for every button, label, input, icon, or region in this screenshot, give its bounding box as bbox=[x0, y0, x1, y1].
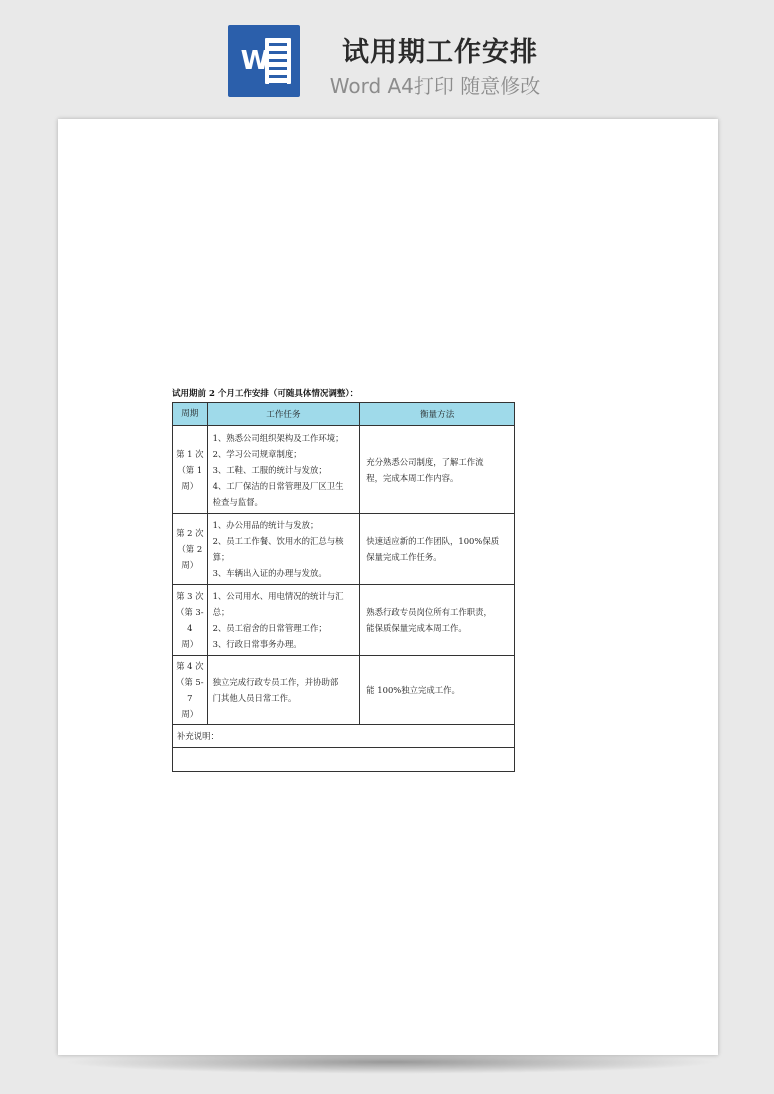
measure-cell: 充分熟悉公司制度，了解工作流 程，完成本周工作内容。 bbox=[360, 426, 515, 514]
blank-row bbox=[173, 748, 515, 772]
table-header-row bbox=[173, 403, 515, 426]
week-cell: 第 3 次 （第 3-4 周） bbox=[173, 585, 208, 656]
note-row bbox=[173, 725, 515, 748]
week-cell: 第 1 次 （第 1 周） bbox=[173, 426, 208, 514]
word-icon bbox=[228, 25, 300, 97]
work-plan-table bbox=[172, 402, 515, 772]
header-measure: 衡量方法 bbox=[360, 403, 515, 426]
task-cell: 1、熟悉公司组织架构及工作环境； 2、学习公司规章制度； 3、工鞋、工服的统计与发放； 4、工厂保洁的日常管理及厂区卫生 检查与监督。 bbox=[207, 426, 360, 514]
table-row bbox=[173, 426, 515, 514]
word-logo-letter: W bbox=[240, 46, 270, 76]
table-caption: 试用期前 2 个月工作安排（可随具体情况调整）： bbox=[172, 389, 359, 399]
note-label: 补充说明： bbox=[173, 725, 515, 748]
header-tasks: 工作任务 bbox=[207, 403, 360, 426]
table-row bbox=[173, 585, 515, 656]
task-cell: 1、办公用品的统计与发放； 2、员工工作餐、饮用水的汇总与核 算； 3、车辆出入证的办理与发放。 bbox=[207, 514, 360, 585]
week-cell: 第 2 次 （第 2 周） bbox=[173, 514, 208, 585]
measure-cell: 快速适应新的工作团队，100%保质 保量完成工作任务。 bbox=[360, 514, 515, 585]
table-row bbox=[173, 514, 515, 585]
document-page bbox=[58, 119, 718, 1055]
week-cell: 第 4 次 （第 5-7 周） bbox=[173, 656, 208, 725]
task-cell: 1、公司用水、用电情况的统计与汇 总； 2、员工宿舍的日常管理工作； 3、行政日常事务办理。 bbox=[207, 585, 360, 656]
table-row bbox=[173, 656, 515, 725]
note-content-cell bbox=[173, 748, 515, 772]
document-subtitle: Word A4打印 随意修改 bbox=[329, 74, 541, 98]
measure-cell: 熟悉行政专员岗位所有工作职责， 能保质保量完成本周工作。 bbox=[360, 585, 515, 656]
header-period: 周期 bbox=[173, 403, 208, 426]
preview-header bbox=[0, 0, 774, 110]
measure-cell: 能 100%独立完成工作。 bbox=[360, 656, 515, 725]
document-title: 试用期工作安排 bbox=[342, 37, 538, 68]
task-cell: 独立完成行政专员工作，并协助部 门其他人员日常工作。 bbox=[207, 656, 360, 725]
